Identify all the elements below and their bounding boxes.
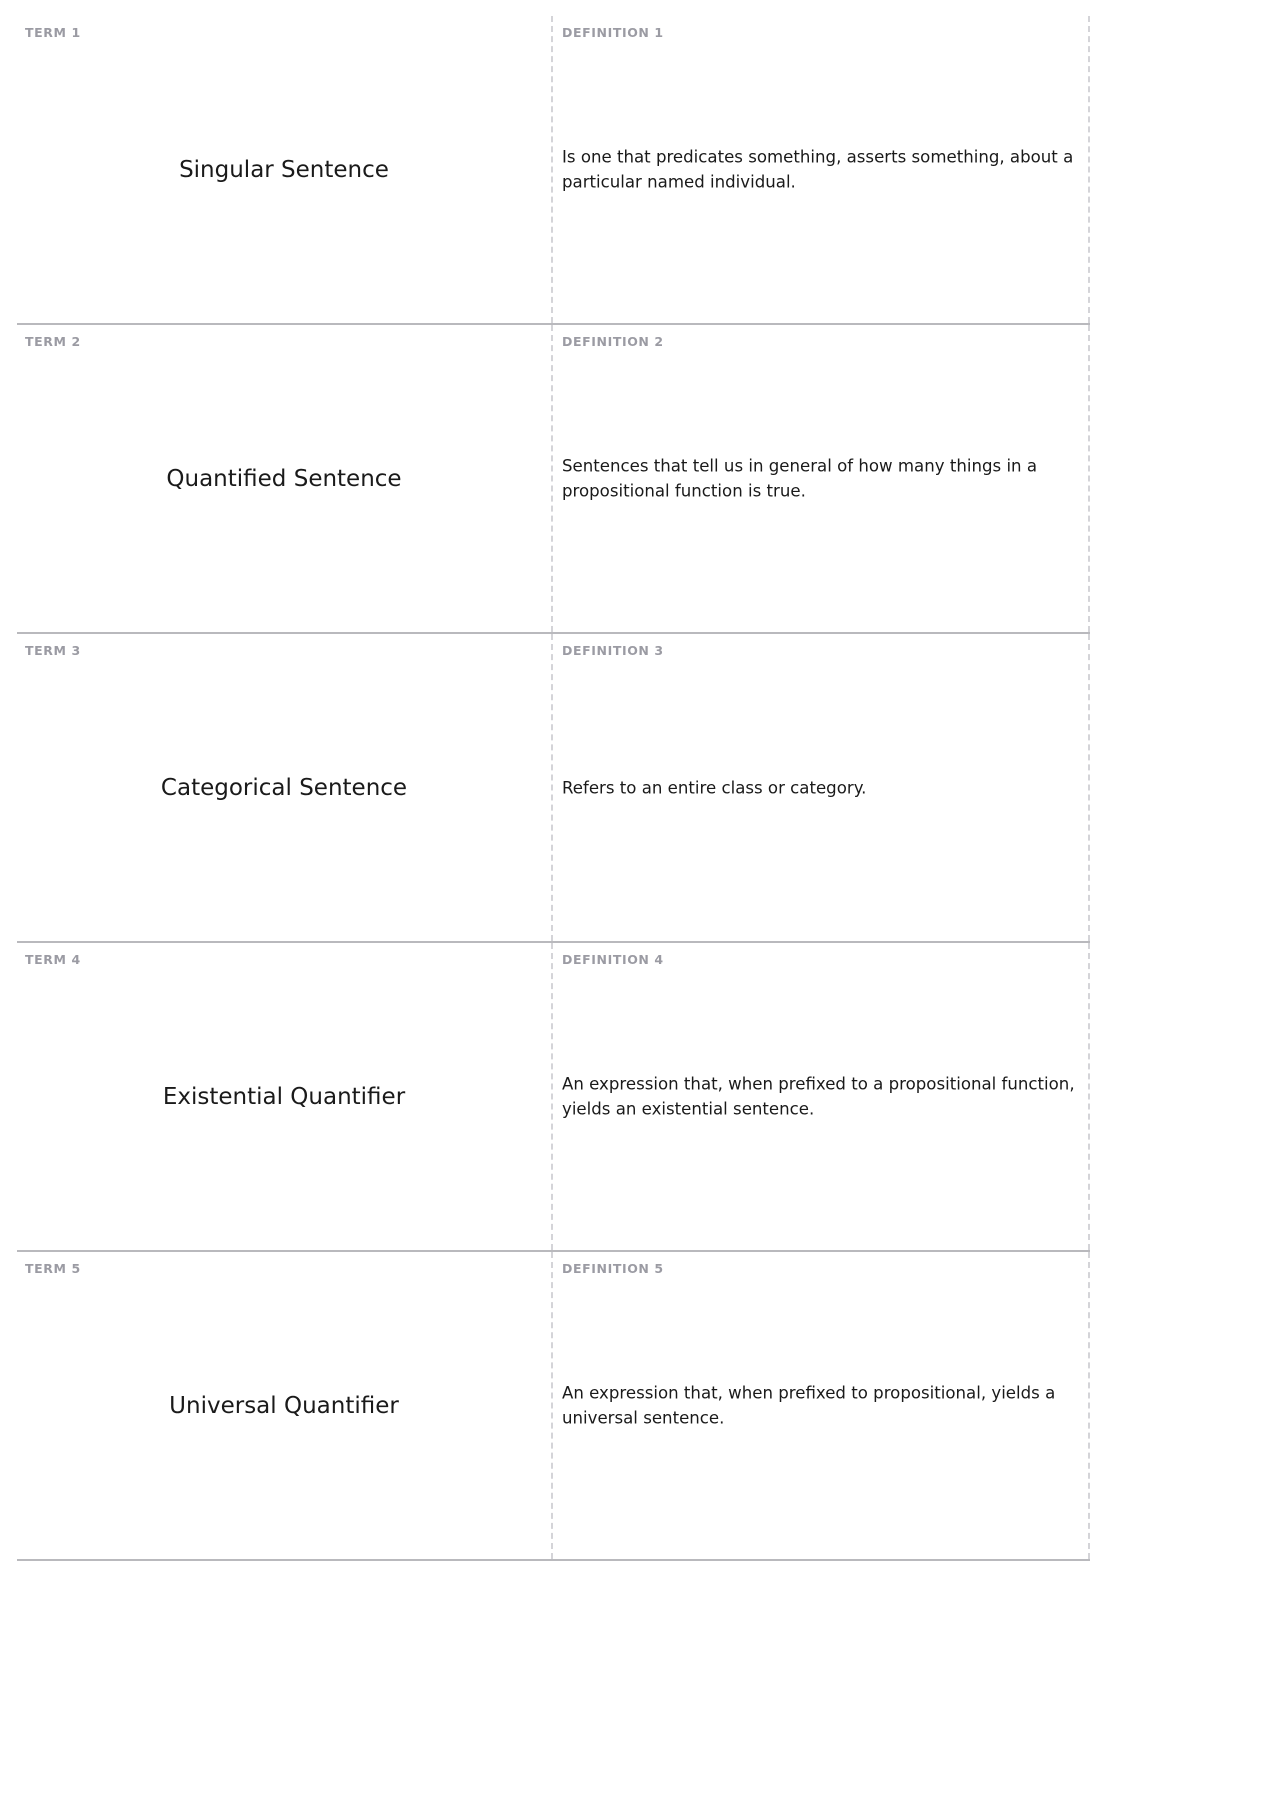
flashcard-sheet [17,16,1090,1561]
definition-label: DEFINITION 4 [562,952,664,967]
term-cell [17,16,553,323]
term-text: Existential Quantifier [162,1083,406,1110]
term-text: Categorical Sentence [160,774,408,801]
definition-cell [553,943,1090,1250]
term-text: Universal Quantifier [169,1392,399,1419]
card-row-1 [17,16,1090,325]
definition-text: An expression that, when prefixed to a propositional function, yields an existential sentence. [562,1074,1075,1119]
definition-label: DEFINITION 3 [562,643,664,658]
card-row-3 [17,634,1090,943]
term-cell [17,634,553,941]
definition-label: DEFINITION 2 [562,334,664,349]
definition-text: Sentences that tell us in general of how many things in a propositional function is true. [562,456,1038,501]
definition-cell [553,1252,1090,1559]
term-text: Singular Sentence [179,156,389,183]
term-label: TERM 4 [25,952,81,967]
definition-label: DEFINITION 1 [562,25,664,40]
term-label: TERM 1 [25,25,81,40]
card-row-5 [17,1252,1090,1561]
definition-label: DEFINITION 5 [562,1261,664,1276]
term-label: TERM 3 [25,643,81,658]
definition-text: Refers to an entire class or category. [562,777,867,797]
card-row-2 [17,325,1090,634]
definition-cell [553,16,1090,323]
term-cell [17,943,553,1250]
term-cell [17,325,553,632]
card-row-4 [17,943,1090,1252]
term-label: TERM 5 [25,1261,81,1276]
definition-cell [553,325,1090,632]
term-label: TERM 2 [25,334,81,349]
definition-text: An expression that, when prefixed to propositional, yields a universal sentence. [562,1383,1056,1428]
definition-text: Is one that predicates something, asserts something, about a particular named individual. [562,147,1074,192]
term-text: Quantified Sentence [166,465,402,492]
definition-cell [553,634,1090,941]
term-cell [17,1252,553,1559]
